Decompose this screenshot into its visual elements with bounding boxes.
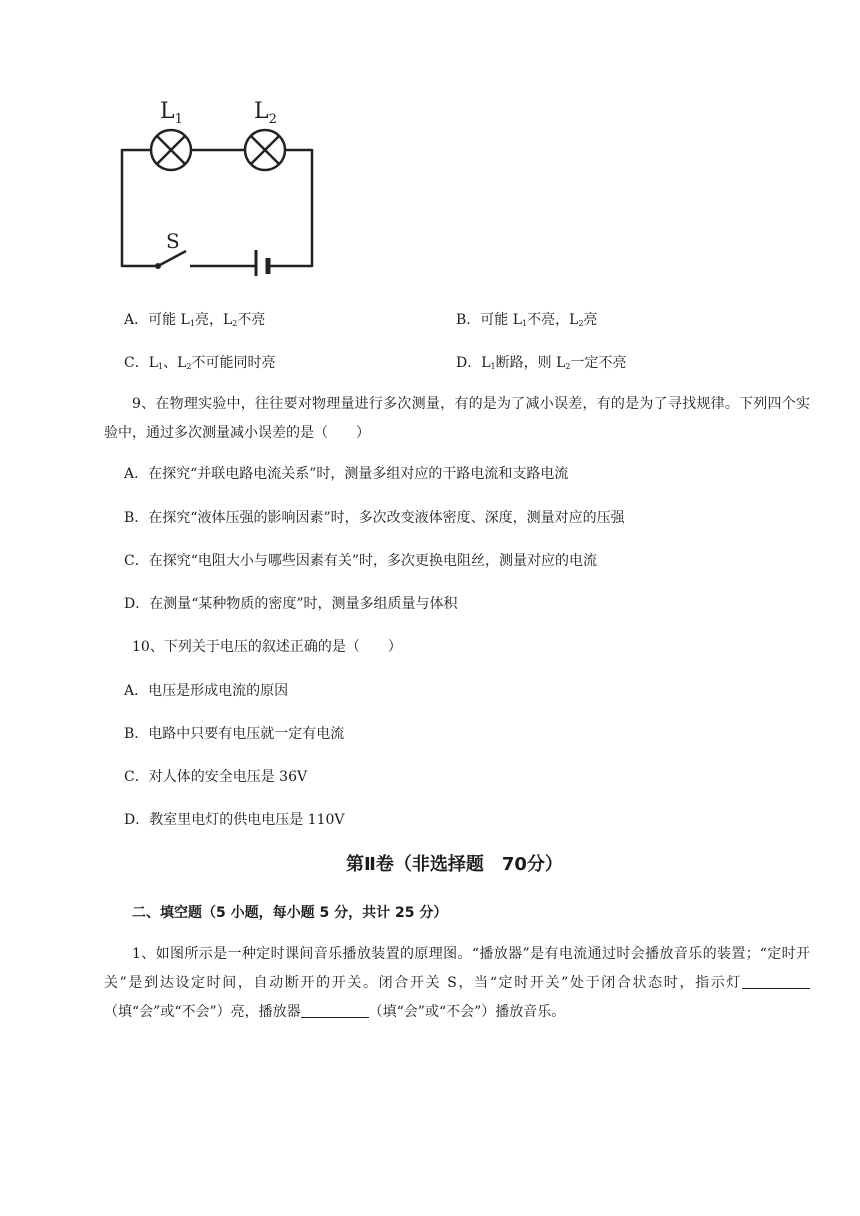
q9-option-a: A．在探究“并联电路电流关系”时，测量多组对应的干路电流和支路电流	[124, 466, 569, 482]
q8-option-a: A．可能 $L_1$亮，$L_2$不亮	[124, 312, 266, 328]
lamp-l1-icon	[151, 130, 191, 170]
q9-option-c: C．在探究“电阻大小与哪些因素有关”时，多次更换电阻丝，测量对应的电流	[124, 553, 598, 569]
q9-option-b: B．在探究“液体压强的影响因素”时，多次改变液体密度、深度，测量对应的压强	[124, 510, 625, 526]
lamp-l1-label: $L_1$	[160, 99, 183, 127]
section-title: 第Ⅱ卷（非选择题 70分）	[346, 854, 563, 875]
lamp-l2-icon	[245, 130, 285, 170]
q8-option-c: C．$L_1$、$L_2$不可能同时亮	[124, 355, 276, 371]
q10-option-b: B．电路中只要有电压就一定有电流	[124, 726, 345, 742]
q10-option-a: A．电压是形成电流的原因	[124, 683, 289, 699]
answer-blank-2[interactable]	[301, 1003, 369, 1018]
q8-option-b: B．可能 $L_1$不亮，$L_2$亮	[456, 312, 598, 328]
lamp-l2-label: $L_2$	[254, 99, 277, 127]
fill-q1: 1、如图所示是一种定时课间音乐播放装置的原理图。“播放器”是有电流通过时会播放音乐的装置；“定时开关”是到达设定时间，自动断开的开关。闭合开关 S，当“定时开关”处于闭合状态时，指示灯（填“会”或“不会”）亮，播放器 （填“会”或“不会”）播放音乐。	[104, 946, 810, 1020]
q10-option-c: C．对人体的安全电压是 36V	[124, 769, 308, 785]
battery-icon	[256, 250, 268, 276]
answer-blank-1[interactable]	[742, 974, 810, 989]
switch-icon	[155, 251, 186, 269]
fill-in-part-title: 二、填空题（5 小题，每小题 5 分，共计 25 分）	[132, 905, 448, 921]
q9-option-d: D．在测量“某种物质的密度”时，测量多组质量与体积	[124, 596, 458, 612]
switch-label: S	[166, 229, 180, 253]
q8-option-d: D．$L_1$断路，则 $L_2$一定不亮	[456, 355, 627, 371]
q9-stem: 9、在物理实验中，往往要对物理量进行多次测量，有的是为了减小误差，有的是为了寻找规律。下列四个实验中，通过多次测量减小误差的是（ ）	[104, 396, 810, 441]
q10-stem: 10、下列关于电压的叙述正确的是（ ）	[132, 639, 402, 655]
q10-option-d: D．教室里电灯的供电电压是 110V	[124, 812, 345, 828]
circuit-diagram	[112, 96, 322, 276]
